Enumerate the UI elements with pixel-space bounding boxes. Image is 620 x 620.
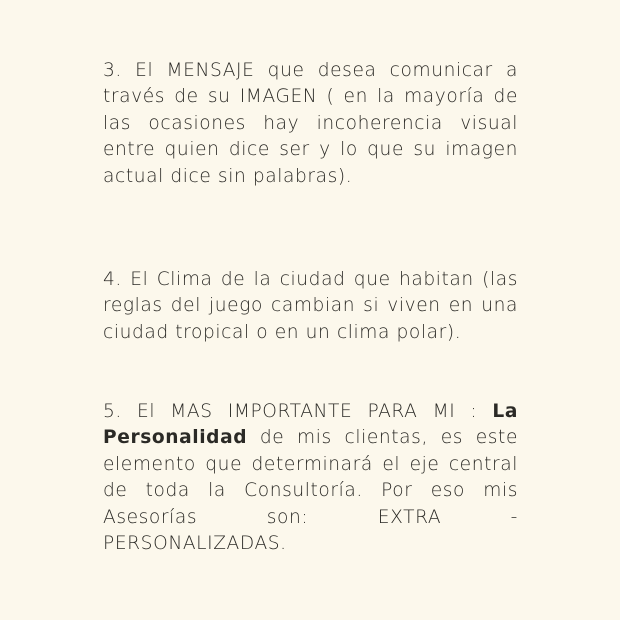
personality-highlight: La Personalidad bbox=[103, 401, 518, 449]
point-5-rest: de mis clientas, es este elemento que determinará el eje central de toda la Consultoría. Por eso mis Asesorías son: EXTRA - PERSONALIZADAS. bbox=[103, 427, 518, 555]
point-5-paragraph bbox=[103, 399, 518, 557]
point-3-paragraph: 3. El MENSAJE que desea comunicar a través de su IMAGEN ( en la mayoría de las ocasiones hay incoherencia visual entre quien dice ser y lo que su imagen actual dice sin palabras). bbox=[103, 60, 518, 187]
point-4-paragraph: 4. El Clima de la ciudad que habitan (las reglas del juego cambian si viven en una ciudad tropical o en un clima polar). bbox=[103, 269, 518, 343]
point-5-lead: 5. El MAS IMPORTANTE PARA MI : bbox=[103, 401, 493, 422]
